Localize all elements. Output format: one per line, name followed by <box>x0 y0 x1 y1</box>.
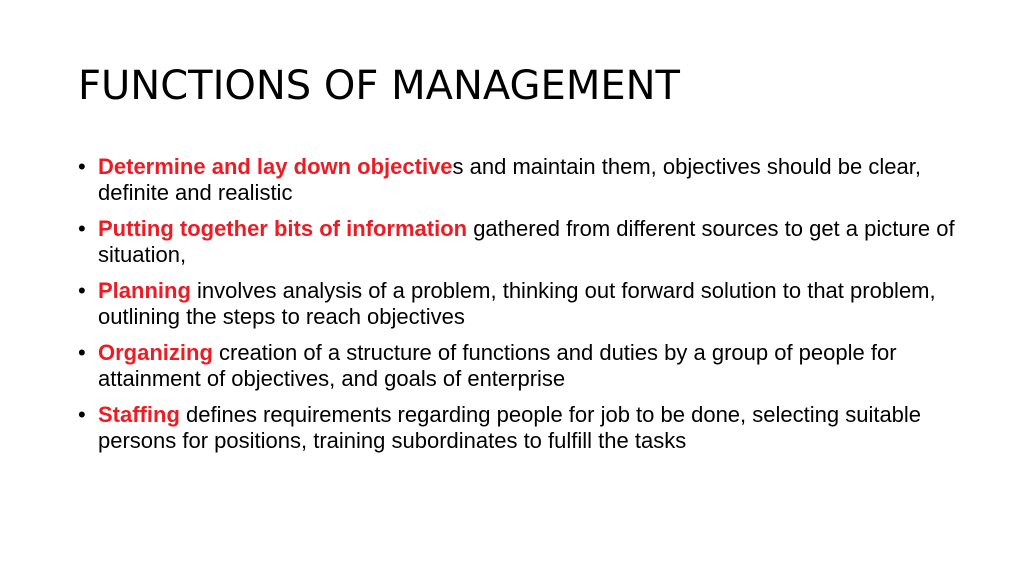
bullet-highlight: Staffing <box>98 402 180 427</box>
bullet-icon: • <box>78 340 86 365</box>
bullet-highlight: Planning <box>98 278 191 303</box>
bullet-icon: • <box>78 154 86 179</box>
bullet-highlight: Determine and lay down objective <box>98 154 453 179</box>
bullet-text: s and maintain them, objectives should be clear, definite and realistic <box>98 154 921 205</box>
bullet-highlight: Organizing <box>98 340 213 365</box>
bullet-item-staffing <box>78 402 958 454</box>
bullet-item-information <box>78 216 958 268</box>
bullet-icon: • <box>78 216 86 241</box>
bullet-text: involves analysis of a problem, thinking out forward solution to that problem, outlining the steps to reach objectives <box>98 278 936 329</box>
bullet-item-organizing <box>78 340 958 392</box>
bullet-item-planning <box>78 278 958 330</box>
bullet-list <box>78 154 958 464</box>
slide-title: FUNCTIONS OF MANAGEMENT <box>78 63 680 109</box>
bullet-highlight: Putting together bits of information <box>98 216 468 241</box>
bullet-text: creation of a structure of functions and duties by a group of people for attainment of objectives, and goals of enterprise <box>98 340 897 391</box>
bullet-text: defines requirements regarding people for job to be done, selecting suitable persons for positions, training subordinates to fulfill the tasks <box>98 402 922 453</box>
bullet-text: gathered from different sources to get a picture of situation, <box>98 216 955 267</box>
bullet-item-objectives <box>78 154 958 206</box>
bullet-icon: • <box>78 278 86 303</box>
bullet-icon: • <box>78 402 86 427</box>
